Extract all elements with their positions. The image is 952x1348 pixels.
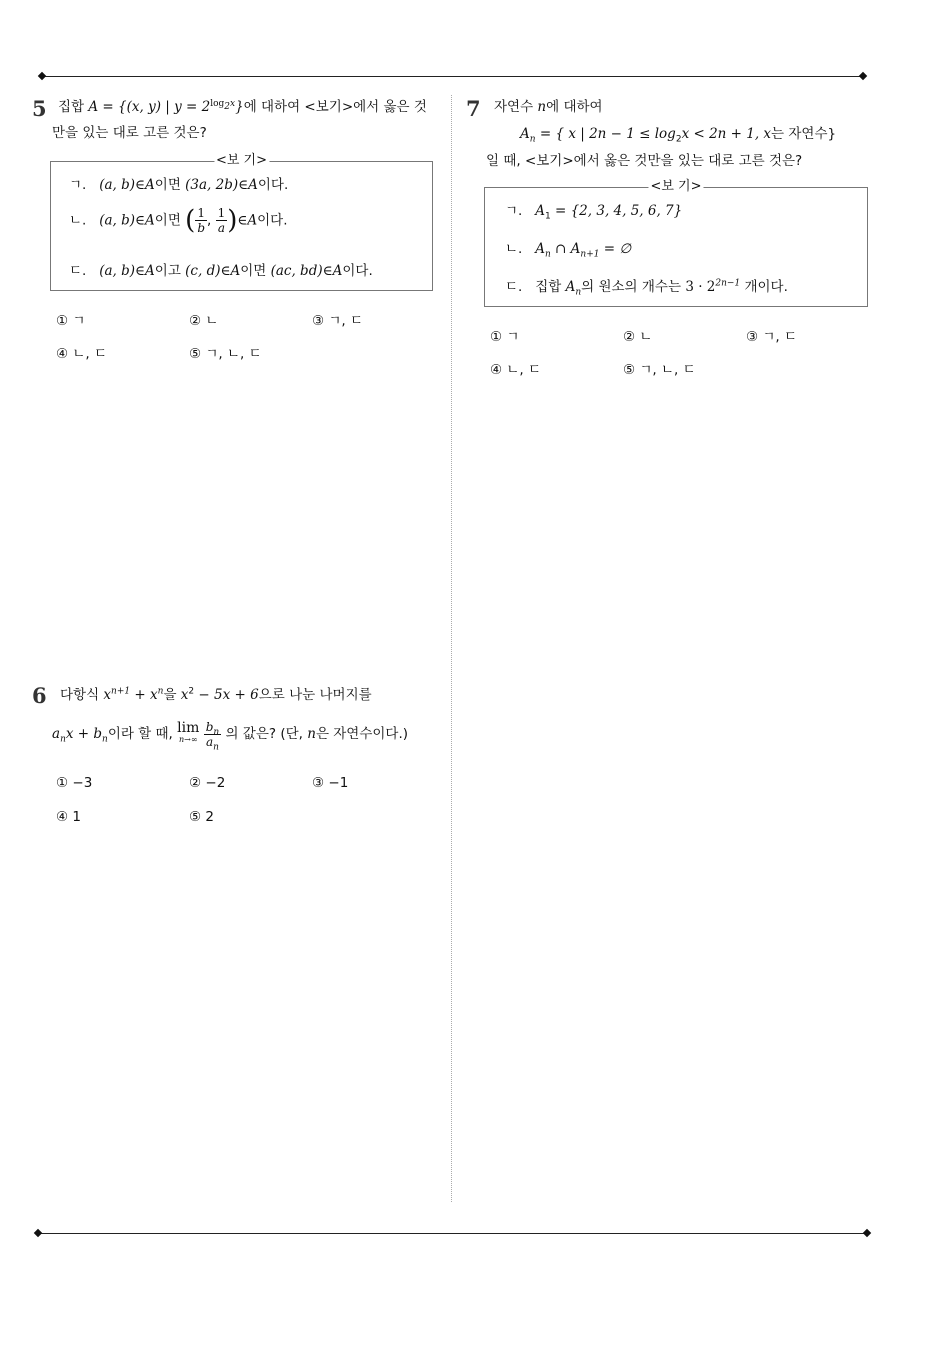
- sub: n: [60, 734, 66, 745]
- example-item-3: [505, 278, 788, 296]
- poly-exp: n: [157, 686, 164, 697]
- item-text: 이면: [154, 212, 186, 229]
- exp-log-base: 2: [224, 101, 231, 112]
- choice-5[interactable]: ⑤ ㄱ, ㄴ, ㄷ: [623, 362, 696, 378]
- set-expression: A = {(x, y) | y = 2: [88, 99, 211, 115]
- sub: n: [575, 287, 582, 298]
- text: 는 자연수}: [771, 126, 837, 142]
- cond-var: n: [307, 726, 316, 742]
- limit-operator: [177, 722, 199, 746]
- exp-var: x: [230, 98, 236, 109]
- set-body: x < 2n + 1, x: [681, 126, 772, 142]
- question-number: 5: [32, 96, 47, 121]
- frac-den: [204, 734, 221, 752]
- item-math: = {2, 3, 4, 5, 6, 7}: [550, 203, 683, 219]
- item-math: (a, b)∈A: [99, 177, 155, 193]
- set-A: A: [535, 203, 545, 219]
- choice-3[interactable]: ③ ㄱ, ㄷ: [746, 329, 798, 345]
- choice-1[interactable]: ① ㄱ: [490, 329, 520, 345]
- choice-5[interactable]: ⑤ 2: [189, 809, 214, 825]
- question-text-line1: [60, 686, 372, 704]
- text: 자연수: [494, 99, 538, 115]
- frac-num: 1: [195, 206, 207, 221]
- fraction: [216, 206, 228, 235]
- question-text-line2: 만을 있는 대로 고른 것은?: [52, 125, 207, 141]
- choice-1[interactable]: ① ㄱ: [56, 313, 86, 329]
- choice-2[interactable]: ② ㄴ: [623, 329, 653, 345]
- item-math: 3 · 2: [685, 279, 716, 295]
- item-text: 개이다.: [740, 279, 788, 295]
- item-text: 집합: [535, 279, 566, 295]
- choice-2[interactable]: ② −2: [189, 775, 226, 791]
- item-text: 의 원소의 개수는: [581, 279, 686, 295]
- question-number: 7: [466, 96, 481, 121]
- lim-sub: n→∞: [179, 735, 198, 744]
- item-label: ㄱ.: [505, 203, 523, 219]
- remainder-mid: x + b: [65, 726, 103, 742]
- divisor-rest: − 5x + 6: [194, 687, 259, 703]
- remainder-a: a: [52, 726, 61, 742]
- exp-log: log: [210, 98, 225, 109]
- item-text: 이고: [154, 263, 186, 279]
- question-text-line3: 일 때, <보기>에서 옳은 것만을 있는 대로 고른 것은?: [486, 153, 803, 169]
- paren-right: ): [227, 205, 238, 236]
- set-body: = { x | 2n − 1 ≤ log: [535, 126, 676, 142]
- text: 을: [163, 687, 181, 703]
- item-math: (ac, bd)∈A: [270, 263, 343, 279]
- item-text: 이다.: [257, 177, 289, 193]
- sub: n+1: [580, 249, 600, 260]
- lim-word: lim: [177, 720, 200, 736]
- frac-num: 1: [217, 206, 226, 220]
- poly-exp: n+1: [111, 686, 131, 697]
- paren-left: (: [185, 205, 196, 236]
- frac-den: b: [197, 221, 205, 235]
- example-box-title: <보 기>: [215, 153, 268, 168]
- example-box: [50, 153, 433, 291]
- frac-den-var: a: [205, 734, 214, 749]
- item-text: 이다.: [257, 212, 288, 229]
- text: 은 자연수이다.): [315, 726, 409, 742]
- fraction: [195, 206, 207, 235]
- item-math: = ∅: [599, 241, 632, 257]
- example-item-2: [505, 240, 631, 258]
- frac-num: [204, 720, 221, 735]
- choice-4[interactable]: ④ ㄴ, ㄷ: [56, 346, 108, 362]
- question-number: 6: [32, 683, 47, 708]
- item-text: 이면: [154, 177, 186, 193]
- sub: n: [529, 134, 536, 145]
- sub: 1: [544, 211, 551, 222]
- top-rule-left-diamond: [38, 72, 46, 80]
- text: 에 대하여 <보기>에서 옳은 것: [243, 99, 427, 115]
- choice-1[interactable]: ① −3: [56, 775, 93, 791]
- divisor-exp: 2: [188, 686, 195, 697]
- set-definition: [520, 125, 836, 143]
- exp: 2n−1: [715, 278, 741, 289]
- example-item-1: [69, 176, 288, 194]
- item-text: 이다.: [342, 263, 373, 279]
- divisor: x: [180, 687, 189, 703]
- item-math: (a, b)∈A: [99, 263, 155, 279]
- item-label: ㄷ.: [505, 279, 523, 295]
- text: 다항식: [60, 687, 104, 703]
- item-math: ∩ A: [550, 241, 581, 257]
- bottom-rule-left-diamond: [34, 1229, 42, 1237]
- example-item-3: [69, 262, 373, 280]
- text: 집합: [58, 99, 89, 115]
- top-rule-right-diamond: [859, 72, 867, 80]
- choice-2[interactable]: ② ㄴ: [189, 313, 219, 329]
- example-item-2: ㄴ. (a, b)∈A이면 ( $\frac{1}{b}$ , $\frac{1}{a}$ )∈A이다.: [69, 205, 288, 236]
- text: 이라 할 때,: [107, 726, 178, 742]
- example-box-title: <보 기>: [650, 179, 702, 194]
- question-text-line1: [58, 98, 427, 116]
- sub: n: [213, 726, 220, 737]
- text: 의 값은? (단,: [221, 726, 308, 742]
- choice-4[interactable]: ④ ㄴ, ㄷ: [490, 362, 542, 378]
- question-text-line1: [494, 98, 603, 116]
- top-rule: [42, 76, 864, 77]
- sub: n: [102, 734, 108, 745]
- choice-3[interactable]: ③ −1: [312, 775, 349, 791]
- set-A: A: [535, 241, 545, 257]
- bottom-rule: [38, 1233, 868, 1234]
- set-A: A: [565, 279, 576, 295]
- item-label: ㄱ.: [69, 177, 87, 193]
- poly-term: x: [103, 687, 112, 703]
- var-n: n: [537, 99, 547, 115]
- bottom-rule-right-diamond: [863, 1229, 871, 1237]
- item-math: (a, b)∈A: [99, 212, 155, 229]
- item-label: ㄷ.: [69, 263, 87, 279]
- frac-num-var: b: [205, 719, 214, 734]
- item-label: ㄴ.: [69, 212, 87, 229]
- limit-fraction: [204, 719, 221, 752]
- question-text-line2: [52, 716, 408, 752]
- item-math: (c, d)∈A: [185, 263, 241, 279]
- text: 으로 나눈 나머지를: [258, 687, 372, 703]
- set-close: }: [235, 99, 244, 115]
- column-divider: [451, 95, 452, 1202]
- sub: n: [544, 249, 551, 260]
- log-base: 2: [675, 134, 682, 145]
- item-math: ∈A: [237, 212, 258, 229]
- choice-4[interactable]: ④ 1: [56, 809, 81, 825]
- choice-5[interactable]: ⑤ ㄱ, ㄴ, ㄷ: [189, 346, 262, 362]
- example-item-1: [505, 202, 682, 220]
- frac-den: a: [217, 221, 225, 235]
- sub: n: [213, 741, 219, 752]
- item-label: ㄴ.: [505, 241, 523, 257]
- choice-3[interactable]: ③ ㄱ, ㄷ: [312, 313, 364, 329]
- item-math: (3a, 2b)∈A: [185, 177, 258, 193]
- text: 에 대하여: [546, 99, 603, 115]
- item-text: 이면: [240, 263, 271, 279]
- set-A: A: [520, 126, 530, 142]
- poly-term: + x: [130, 687, 158, 703]
- example-box: [484, 179, 868, 307]
